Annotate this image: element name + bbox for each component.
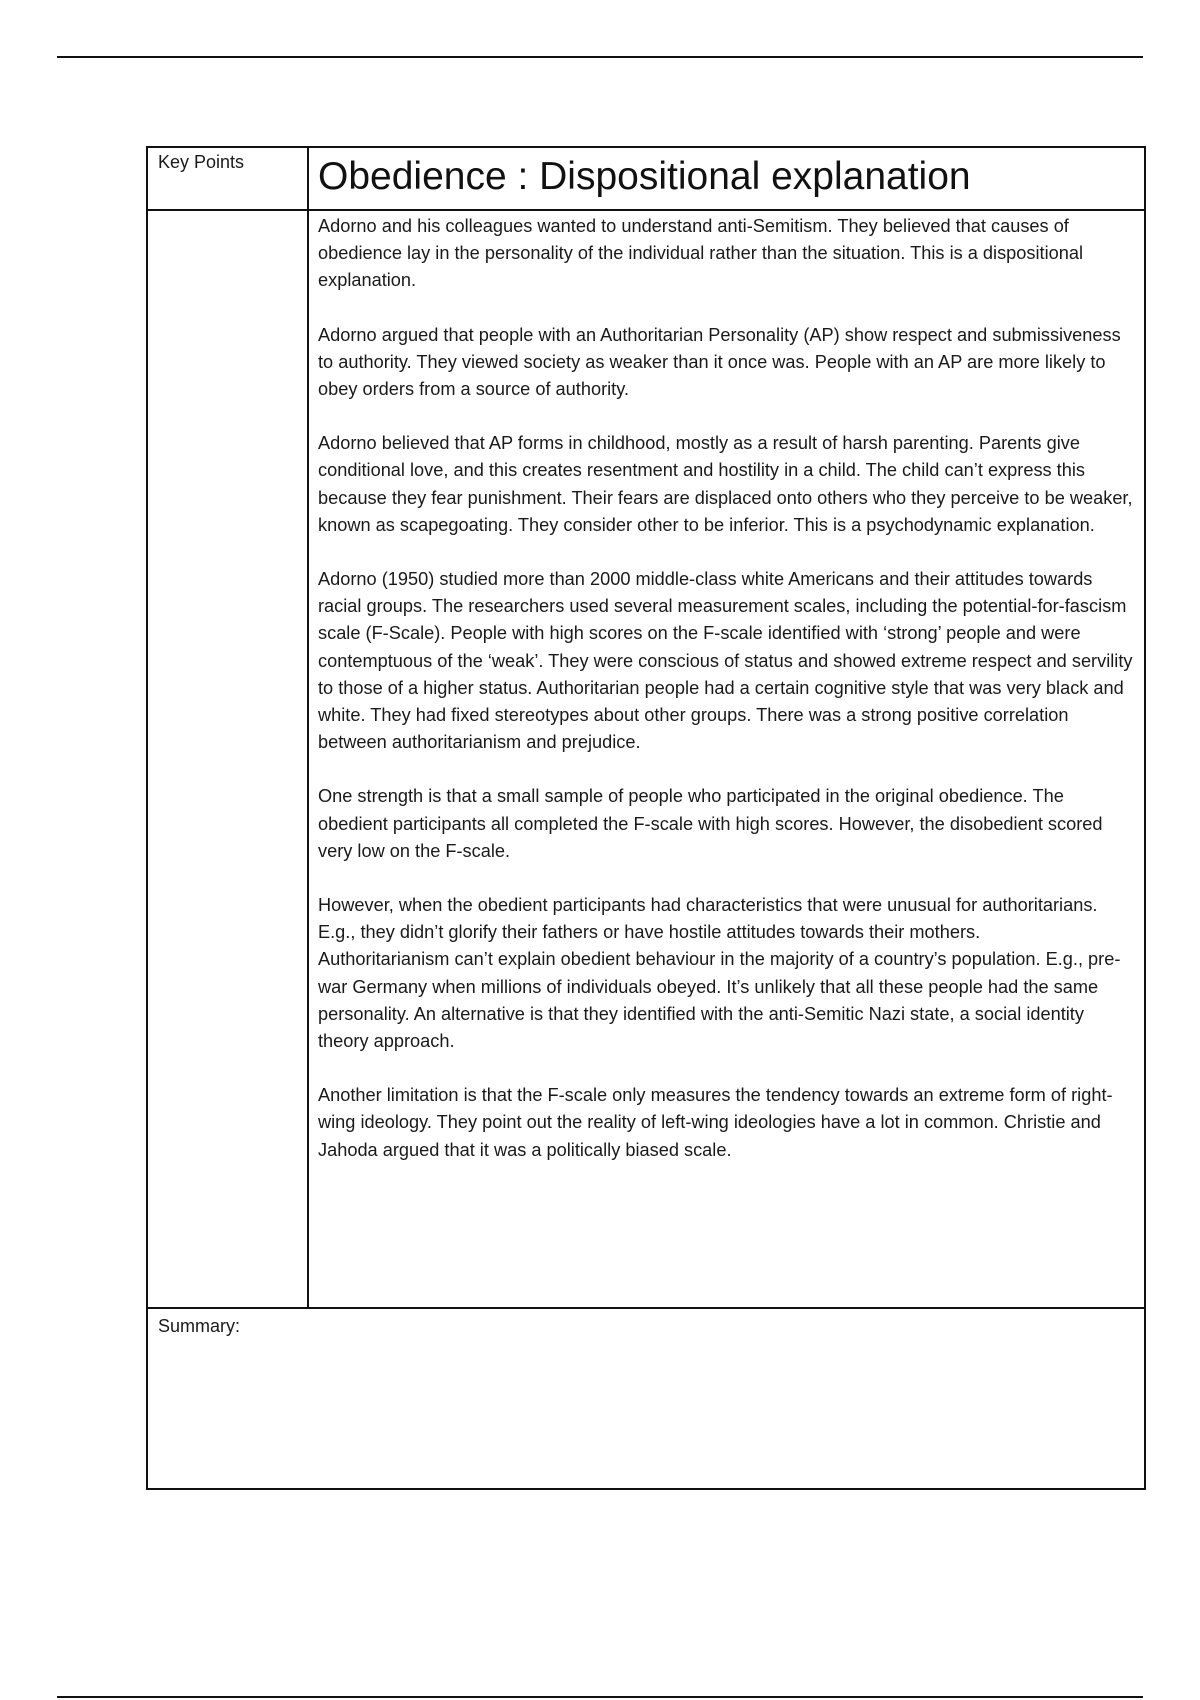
page-top-rule xyxy=(57,56,1143,58)
page-bottom-rule xyxy=(57,1696,1143,1698)
key-points-header xyxy=(148,148,309,211)
notes-paragraph: Adorno and his colleagues wanted to understand anti-Semitism. They believed that causes of obedience lay in the personality of the individual rather than the situation. This is a dispositional explanation. xyxy=(318,216,1084,291)
notes-column xyxy=(309,211,1146,1307)
notes-paragraph: However, when the obedient participants had characteristics that were unusual for authoritarians. E.g., they didn’t glorify their fathers or have hostile attitudes towards their mothers. xyxy=(318,895,1098,943)
notes-paragraph: Adorno (1950) studied more than 2000 middle-class white Americans and their attitudes towards racial groups. The researchers used several measurement scales, including the potential-for-fascism scale (F-Scale). People with high scores on the F-scale identified with ‘strong’ people and were contemptuous of the ‘weak’. They were conscious of status and showed extreme respect and servility to those of a higher status. Authoritarian people had a certain cognitive style that was very black and white. They had fixed stereotypes about other groups. There was a strong positive correlation between authoritarianism and prejudice. xyxy=(318,569,1133,753)
notes-paragraph: Adorno believed that AP forms in childhood, mostly as a result of harsh parenting. Parents give conditional love, and this creates resentment and hostility in a child. The child can’t express this because they fear punishment. Their fears are displaced onto others who they perceive to be weaker, known as scapegoating. They consider other to be inferior. This is a psychodynamic explanation. xyxy=(318,433,1133,535)
notes-paragraph: Another limitation is that the F-scale only measures the tendency towards an extreme form of right-wing ideology. They point out the reality of left-wing ideologies have a lot in common. Christie and Jahoda argued that it was a politically biased scale. xyxy=(318,1085,1113,1160)
page-title: Obedience : Dispositional explanation xyxy=(318,155,971,198)
title-cell xyxy=(309,148,1146,211)
notes-paragraph: Authoritarianism can’t explain obedient behaviour in the majority of a country’s population. E.g., pre-war Germany when millions of individuals obeyed. It’s unlikely that all these people had the same personality. An alternative is that they identified with the anti-Semitic Nazi state, a social identity theory approach. xyxy=(318,949,1121,1052)
key-points-label: Key Points xyxy=(158,152,245,172)
summary-section xyxy=(148,1307,1146,1490)
cornell-notes-table xyxy=(146,146,1146,1490)
summary-label: Summary: xyxy=(158,1316,241,1336)
notes-paragraph: Adorno argued that people with an Authoritarian Personality (AP) show respect and submissiveness to authority. They viewed society as weaker than it once was. People with an AP are more likely to obey orders from a source of authority. xyxy=(318,324,1121,400)
notes-paragraph: One strength is that a small sample of people who participated in the original obedience. The obedient participants all completed the F-scale with high scores. However, the disobedient scored very low on the F-scale. xyxy=(318,786,1103,861)
key-points-column xyxy=(148,211,309,1307)
